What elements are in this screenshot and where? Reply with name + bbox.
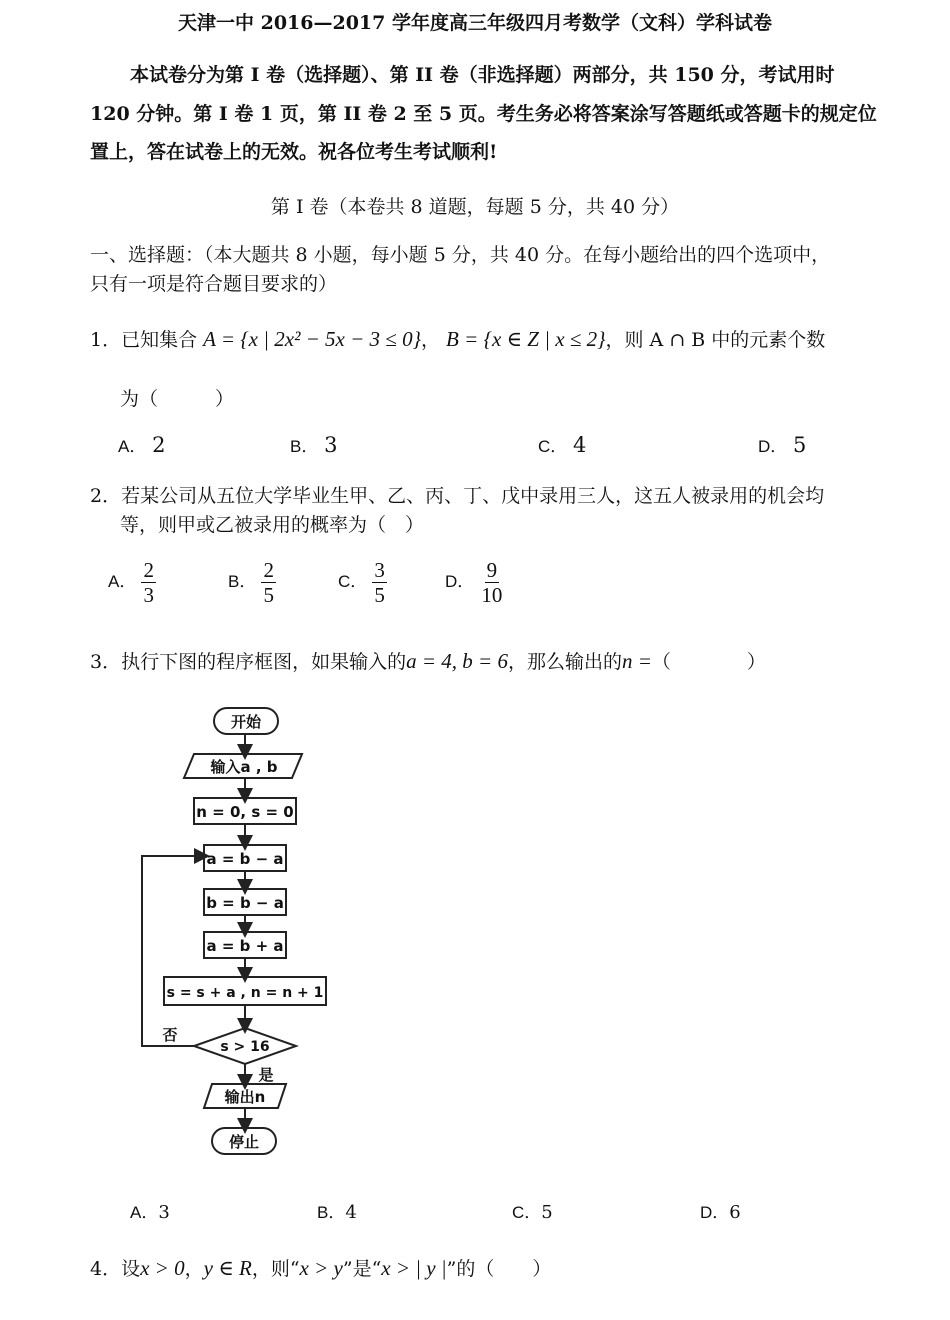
question-text: 已知集合 (121, 329, 198, 351)
fraction (141, 558, 156, 607)
option-value: 5 (793, 433, 807, 457)
question-1-line-2: 为（ ） (120, 388, 235, 410)
section-heading-line-2: 只有一项是符合题目要求的） (90, 273, 338, 295)
question-text: ”是“ (342, 1258, 382, 1280)
option-d[interactable] (758, 432, 806, 457)
question-text: ，则 A ∩ B 中的元素个数 (605, 329, 826, 351)
question-text: 若某公司从五位大学毕业生甲、乙、丙、丁、戊中录用三人，这五人被录用的机会均 (121, 485, 825, 507)
flowchart-stop-text: 停止 (228, 1133, 260, 1151)
flowchart-input-text: 输入a , b (210, 758, 278, 776)
option-b[interactable] (228, 558, 276, 607)
question-number: 3． (90, 651, 122, 673)
option-a[interactable] (108, 558, 156, 607)
option-d[interactable] (700, 1198, 741, 1223)
question-3 (90, 647, 766, 674)
option-value: 4 (573, 433, 587, 457)
fraction (479, 558, 504, 607)
question-4 (90, 1254, 551, 1281)
flowchart-step4-text: s = s + a , n = n + 1 (166, 985, 324, 1001)
option-value: 6 (729, 1202, 741, 1223)
option-c[interactable] (538, 432, 586, 457)
option-label: D． (700, 1203, 730, 1222)
set-b-definition: B = {x ∈ Z | x ≤ 2} (446, 327, 606, 351)
question-2-line-2: 等，则甲或乙被录用的概率为（ ） (120, 514, 425, 536)
denominator: 5 (374, 583, 385, 608)
fraction (261, 558, 276, 607)
option-label: C． (538, 437, 568, 456)
numerator: 9 (486, 558, 498, 582)
condition-y: y ∈ R (203, 1256, 252, 1280)
fraction (372, 558, 387, 607)
flowchart-no-label: 否 (162, 1026, 178, 1044)
option-b[interactable] (317, 1198, 357, 1223)
option-value: 3 (324, 433, 338, 457)
program-flowchart (130, 700, 330, 1160)
option-label: D． (758, 437, 788, 456)
option-label: A． (118, 437, 147, 456)
flowchart-yes-label: 是 (258, 1066, 274, 1084)
exam-title: 天津一中 2016—2017 学年度高三年级四月考数学（文科）学科试卷 (178, 12, 772, 34)
option-label: A． (130, 1203, 159, 1222)
question-2 (90, 481, 824, 508)
question-number: 4． (90, 1258, 122, 1280)
section-heading-line-1: 一、选择题：（本大题共 8 小题，每小题 5 分，共 40 分。在每小题给出的四个选项中， (90, 244, 831, 266)
statement-1: x > y (299, 1256, 343, 1280)
flowchart-step1-text: a = b − a (206, 850, 284, 868)
flowchart-start-text: 开始 (230, 713, 262, 731)
denominator: 10 (481, 583, 503, 608)
intro-line-3: 置上，答在试卷上的无效。祝各位考生考试顺利! (90, 141, 498, 163)
input-values: a = 4, b = 6 (406, 649, 508, 673)
option-label: B． (317, 1203, 346, 1222)
condition-x: x > 0 (140, 1256, 185, 1280)
intro-line-2: 120 分钟。第 I 卷 1 页，第 II 卷 2 至 5 页。考生务必将答案涂写答题纸或答题卡的规定位 (90, 103, 877, 125)
question-number: 1． (90, 329, 122, 351)
question-text: 设 (121, 1258, 141, 1280)
option-c[interactable] (512, 1198, 553, 1223)
option-label: C． (512, 1203, 542, 1222)
option-a[interactable] (130, 1198, 170, 1223)
numerator: 3 (374, 558, 385, 582)
intro-line-1: 本试卷分为第 I 卷（选择题）、第 II 卷（非选择题）两部分，共 150 分，考试用时 (130, 64, 835, 86)
denominator: 5 (263, 583, 274, 608)
option-label: A． (108, 572, 137, 592)
denominator: 3 (143, 583, 154, 608)
option-value: 4 (345, 1202, 357, 1223)
option-label: C． (338, 572, 368, 592)
question-number: 2． (90, 485, 122, 507)
option-label: D． (445, 572, 475, 592)
numerator: 2 (143, 558, 154, 582)
numerator: 2 (263, 558, 274, 582)
option-label: B． (290, 437, 319, 456)
flowchart-step2-text: b = b − a (206, 894, 284, 912)
option-value: 2 (152, 433, 166, 457)
question-text: ，则“ (251, 1258, 300, 1280)
flowchart-step3-text: a = b + a (206, 937, 284, 955)
option-value: 5 (541, 1202, 553, 1223)
question-text: ，那么输出的 (507, 651, 622, 673)
flowchart-condition-text: s > 16 (220, 1039, 270, 1055)
flowchart-output-text: 输出n (224, 1088, 266, 1106)
separator: ， (184, 1258, 204, 1280)
statement-2: x > | y | (381, 1256, 447, 1280)
option-label: B． (228, 572, 257, 592)
part1-heading: 第 I 卷（本卷共 8 道题，每题 5 分，共 40 分） (270, 196, 680, 218)
answer-blank: （ ） (651, 651, 766, 673)
question-1 (90, 325, 825, 352)
set-a-definition: A = {x | 2x² − 5x − 3 ≤ 0} (203, 327, 421, 351)
option-b[interactable] (290, 432, 337, 457)
option-c[interactable] (338, 558, 387, 607)
option-a[interactable] (118, 432, 165, 457)
option-value: 3 (158, 1202, 170, 1223)
separator: ， (420, 329, 440, 351)
output-variable: n = (621, 649, 652, 673)
question-text: 执行下图的程序框图，如果输入的 (121, 651, 407, 673)
answer-blank: ”的（ ） (446, 1258, 552, 1280)
option-d[interactable] (445, 558, 504, 607)
flowchart-init-text: n = 0, s = 0 (196, 803, 294, 821)
